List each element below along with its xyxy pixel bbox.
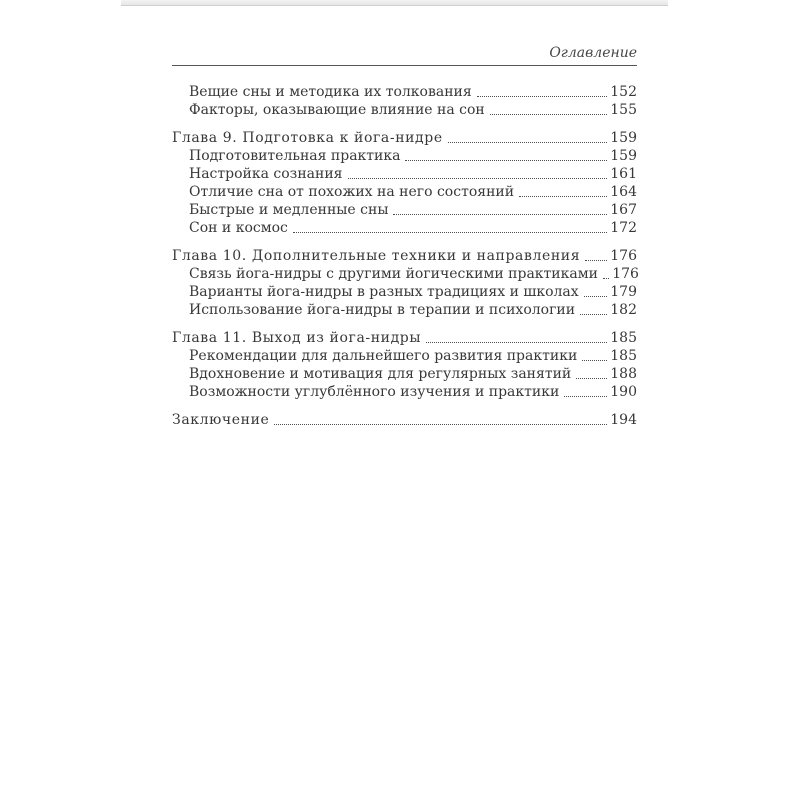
toc-entry-page-number: 194 bbox=[610, 412, 637, 428]
dot-leader bbox=[477, 96, 607, 97]
dot-leader bbox=[293, 232, 607, 233]
toc-entry-page-number: 190 bbox=[610, 384, 637, 400]
toc-entry bbox=[172, 101, 637, 119]
toc-entry-page-number: 176 bbox=[610, 248, 637, 264]
dot-leader bbox=[519, 196, 607, 197]
toc-entry-label: Глава 10. Дополнительные техники и направления bbox=[172, 248, 581, 264]
toc-entry bbox=[172, 183, 637, 201]
toc-entry-label: Быстрые и медленные сны bbox=[189, 202, 389, 218]
toc-entry-label: Сон и космос bbox=[189, 220, 288, 236]
dot-leader bbox=[490, 114, 607, 115]
dot-leader bbox=[426, 342, 607, 343]
dot-leader bbox=[405, 160, 607, 161]
toc-entry bbox=[172, 411, 637, 429]
dot-leader bbox=[348, 178, 608, 179]
dot-leader bbox=[580, 314, 607, 315]
toc-entry bbox=[172, 365, 637, 383]
toc-list bbox=[172, 83, 637, 429]
toc-entry-page-number: 185 bbox=[610, 348, 637, 364]
toc-entry bbox=[172, 83, 637, 101]
toc-entry bbox=[172, 265, 637, 283]
toc-entry-label: Использование йога-нидры в терапии и психологии bbox=[189, 302, 576, 318]
toc-entry-label: Возможности углублённого изучения и практики bbox=[189, 384, 560, 400]
toc-entry-label: Глава 9. Подготовка к йога-нидре bbox=[172, 130, 443, 146]
toc-entry-page-number: 188 bbox=[610, 366, 637, 382]
dot-leader bbox=[584, 296, 607, 297]
running-head-title: Оглавление bbox=[172, 44, 637, 66]
toc-entry-page-number: 167 bbox=[610, 202, 637, 218]
toc-entry-label: Настройка сознания bbox=[189, 166, 343, 182]
toc-entry-page-number: 185 bbox=[610, 330, 637, 346]
dot-leader bbox=[564, 396, 607, 397]
toc-entry-page-number: 159 bbox=[610, 130, 637, 146]
dot-leader bbox=[582, 360, 607, 361]
toc-entry bbox=[172, 383, 637, 401]
dot-leader bbox=[448, 142, 607, 143]
toc-entry bbox=[172, 129, 637, 147]
toc-entry bbox=[172, 301, 637, 319]
toc-entry-page-number: 176 bbox=[612, 266, 639, 282]
toc-entry-label: Связь йога-нидры с другими йогическими практиками bbox=[189, 266, 598, 282]
toc-entry-label: Варианты йога-нидры в разных традициях и школах bbox=[189, 284, 579, 300]
toc-entry-label: Подготовительная практика bbox=[189, 148, 401, 164]
toc-entry-label: Отличие сна от похожих на него состояний bbox=[189, 184, 515, 200]
toc-entry-label: Вещие сны и методика их толкования bbox=[189, 84, 472, 100]
toc-entry-page-number: 164 bbox=[610, 184, 637, 200]
toc-entry bbox=[172, 329, 637, 347]
toc-entry bbox=[172, 219, 637, 237]
page-scan-top-edge bbox=[121, 0, 668, 6]
toc-entry-label: Вдохновение и мотивация для регулярных занятий bbox=[189, 366, 572, 382]
toc-entry-page-number: 179 bbox=[610, 284, 637, 300]
toc-entry-page-number: 155 bbox=[610, 102, 637, 118]
toc-entry-label: Рекомендации для дальнейшего развития практики bbox=[189, 348, 578, 364]
toc-entry-page-number: 172 bbox=[610, 220, 637, 236]
toc-entry bbox=[172, 247, 637, 265]
dot-leader bbox=[576, 378, 607, 379]
toc-entry-page-number: 159 bbox=[610, 148, 637, 164]
toc-entry-label: Факторы, оказывающие влияние на сон bbox=[189, 102, 485, 118]
toc-entry bbox=[172, 347, 637, 365]
toc-entry bbox=[172, 201, 637, 219]
dot-leader bbox=[603, 278, 609, 279]
toc-entry-page-number: 182 bbox=[610, 302, 637, 318]
toc-entry-page-number: 152 bbox=[610, 84, 637, 100]
toc-entry-label: Заключение bbox=[172, 412, 270, 428]
dot-leader bbox=[274, 424, 607, 425]
dot-leader bbox=[393, 214, 607, 215]
toc-entry-page-number: 161 bbox=[610, 166, 637, 182]
toc-entry bbox=[172, 147, 637, 165]
page-content bbox=[172, 44, 637, 429]
dot-leader bbox=[585, 260, 607, 261]
toc-entry bbox=[172, 283, 637, 301]
toc-entry bbox=[172, 165, 637, 183]
toc-entry-label: Глава 11. Выход из йога-нидры bbox=[172, 330, 422, 346]
